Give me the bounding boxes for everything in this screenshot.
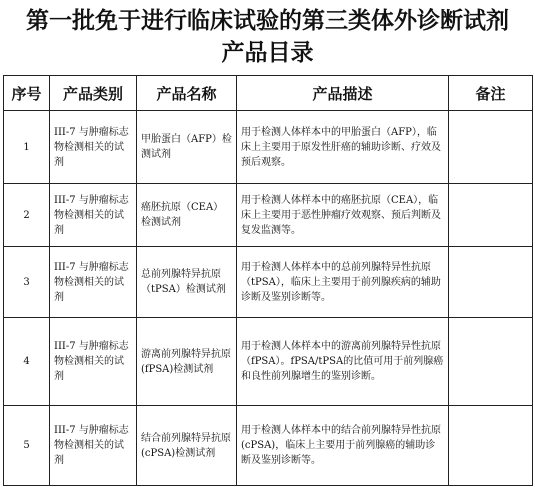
row-name: [137, 247, 237, 318]
title-line-2: 产品目录: [221, 40, 314, 66]
header-index: 序号: [4, 76, 50, 111]
table-header-row: [4, 76, 533, 111]
row-name-text: 游离前列腺特异抗原(fPSA)检测试剂: [141, 348, 231, 375]
table-row: [4, 184, 533, 247]
row-category-text: III-7 与肿瘤标志物检测相关的试剂: [54, 341, 129, 382]
header-name: 产品名称: [137, 76, 237, 111]
header-category: 产品类别: [50, 76, 137, 111]
row-name-text: 甲胎蛋白（AFP）检测试剂: [141, 134, 232, 160]
row-index: 3: [4, 247, 50, 318]
row-category-text: III-7 与肿瘤标志物检测相关的试剂: [54, 425, 129, 466]
row-description-text: 用于检测人体样本中的游离前列腺特异性抗原（fPSA）。fPSA/tPSA的比值可用于前列腺癌和良性前列腺增生的鉴别诊断。: [241, 341, 444, 382]
row-description-text: 用于检测人体样本中的结合前列腺特异性抗原(cPSA)，临床上主要用于前列腺癌的辅助诊断及鉴别诊断等。: [241, 425, 441, 466]
table-row: [4, 318, 533, 406]
row-description: [237, 111, 449, 184]
document-title: [0, 0, 535, 72]
table-row: [4, 247, 533, 318]
row-description: [237, 247, 449, 318]
header-note: 备注: [449, 76, 533, 111]
row-index: 2: [4, 184, 50, 247]
row-name: [137, 111, 237, 184]
row-description: [237, 406, 449, 486]
row-name-text: 总前列腺特异抗原（tPSA）检测试剂: [141, 269, 226, 295]
row-category: [50, 406, 137, 486]
row-name-text: 结合前列腺特异抗原(cPSA)检测试剂: [141, 432, 231, 459]
row-category: [50, 318, 137, 406]
row-description: [237, 318, 449, 406]
row-name: [137, 184, 237, 247]
row-index: 5: [4, 406, 50, 486]
row-name: [137, 318, 237, 406]
row-category: [50, 111, 137, 184]
row-category-text: III-7 与肿瘤标志物检测相关的试剂: [54, 126, 129, 168]
row-index: 1: [4, 111, 50, 184]
title-line-1: 第一批免于进行临床试验的第三类体外诊断试剂: [26, 8, 509, 34]
table-row: [4, 406, 533, 486]
row-name: [137, 406, 237, 486]
product-catalog-table: [3, 75, 533, 486]
row-description-text: 用于检测人体样本中的总前列腺特异性抗原（tPSA），临床上主要用于前列腺疾病的辅助诊断及鉴别诊断等。: [241, 261, 441, 303]
row-description-text: 用于检测人体样本中的甲胎蛋白（AFP），临床上主要用于原发性肝癌的辅助诊断、疗效及预后观察。: [241, 126, 441, 168]
row-category-text: III-7 与肿瘤标志物检测相关的试剂: [54, 261, 129, 303]
row-note: [449, 406, 533, 486]
row-note: [449, 318, 533, 406]
row-note: [449, 184, 533, 247]
row-note: [449, 247, 533, 318]
row-description: [237, 184, 449, 247]
header-description: 产品描述: [237, 76, 449, 111]
row-index: 4: [4, 318, 50, 406]
row-category: [50, 184, 137, 247]
row-category-text: III-7 与肿瘤标志物检测相关的试剂: [54, 194, 129, 236]
row-name-text: 癌胚抗原（CEA）检测试剂: [141, 202, 224, 228]
row-description-text: 用于检测人体样本中的癌胚抗原（CEA），临床上主要用于恶性肿瘤疗效观察、预后判断及复发监测等。: [241, 194, 441, 236]
row-note: [449, 111, 533, 184]
table-row: [4, 111, 533, 184]
row-category: [50, 247, 137, 318]
